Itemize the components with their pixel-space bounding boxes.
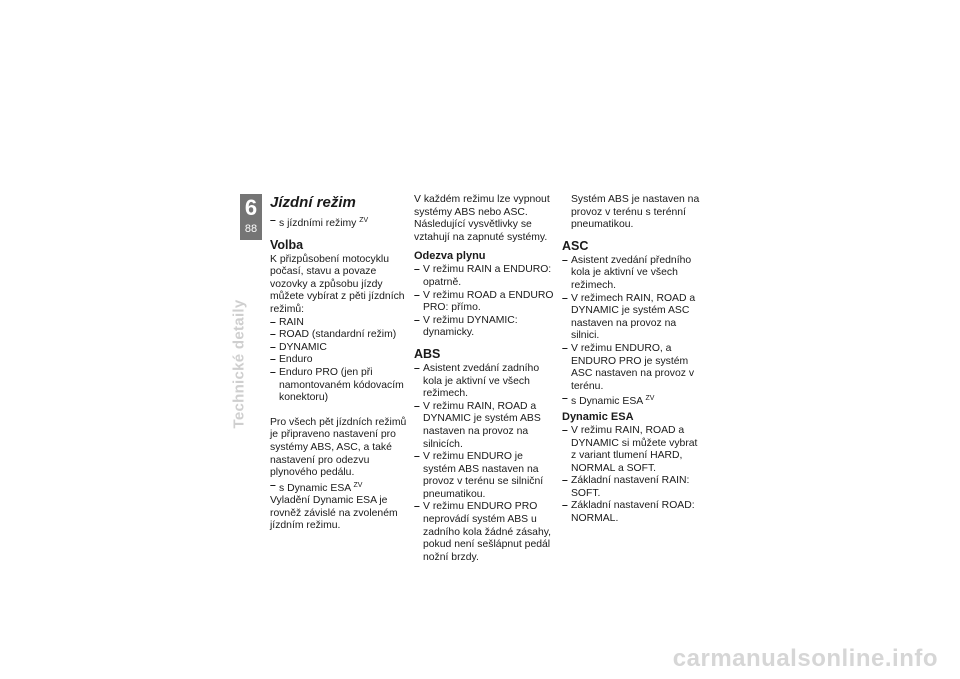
list-item: – Základní nastavení RAIN: SOFT. xyxy=(562,475,704,500)
heading-dynamic-esa: Dynamic ESA xyxy=(562,410,634,423)
paragraph: Vyladění Dynamic ESA je rovněž závislé na zvoleném jízdním režimu. xyxy=(270,495,398,532)
optional-equipment-marker: ZV xyxy=(645,395,655,403)
list-item: – V režimu ENDURO je systém ABS nastaven na provoz v terénu se silniční pneumatikou. xyxy=(414,451,554,501)
column-1 xyxy=(270,194,408,533)
chapter-side-label: Technické detaily xyxy=(230,299,248,429)
list-item: – V režimu ROAD a ENDURO PRO: přímo. xyxy=(414,290,554,315)
dynamic-esa-list xyxy=(562,425,704,526)
paragraph: K přizpůsobení motocyklu počasí, stavu a povaze vozovky a způsobu jízdy můžete vybírat z pěti jízdních režimů: xyxy=(270,253,405,315)
page-number: 88 xyxy=(244,223,258,235)
equipment-condition: – s Dynamic ESA $^{ZV}$ xyxy=(270,480,408,496)
section-title: Jízdní režim xyxy=(270,194,356,211)
list-item: – Enduro PRO (jen při namontovaném kódovacím konektoru) xyxy=(270,367,408,405)
list-item: – V režimu ENDURO, a ENDURO PRO je systém ASC nastaven na provoz v terénu. xyxy=(562,343,704,393)
list-item: – Základní nastavení ROAD: NORMAL. xyxy=(562,500,704,525)
chapter-number: 6 xyxy=(244,195,258,220)
throttle-response-list xyxy=(414,264,554,340)
list-item: – V režimu RAIN, ROAD a DYNAMIC je systém ABS nastaven na provoz na silnicích. xyxy=(414,401,554,451)
column-2 xyxy=(414,194,554,564)
paragraph: Systém ABS je nastaven na provoz v terénu s terénní pneumatikou. xyxy=(571,194,700,231)
list-item: – Asistent zvedání zadního kola je aktivní ve všech režimech. xyxy=(414,363,554,401)
list-item: – Enduro xyxy=(270,354,408,367)
watermark: carmanualsonline.info xyxy=(672,645,938,672)
heading-volba: Volba xyxy=(270,237,304,252)
modes-list xyxy=(270,317,408,405)
paragraph: V každém režimu lze vypnout systémy ABS nebo ASC. Následující vysvětlivky se vztahují na zapnuté systémy. xyxy=(414,194,550,243)
list-item: – Asistent zvedání předního kola je aktivní ve všech režimech. xyxy=(562,255,704,293)
list-item: – RAIN xyxy=(270,317,408,330)
equipment-condition: – s jízdními režimy $^{ZV}$ xyxy=(270,215,408,231)
heading-abs: ABS xyxy=(414,346,441,361)
heading-odezva-plynu: Odezva plynu xyxy=(414,250,486,263)
list-item: – V režimu ENDURO PRO neprovádí systém ABS u zadního kola žádné zásahy, pokud není sešlápnut pedál nožní brzdy. xyxy=(414,501,554,564)
abs-list xyxy=(414,363,554,565)
list-item: – V režimu RAIN, ROAD a DYNAMIC si můžete vybrat z variant tlumení HARD, NORMAL a SOFT. xyxy=(562,425,704,475)
optional-equipment-marker: ZV xyxy=(359,217,369,224)
column-3 xyxy=(562,194,704,526)
list-item: – V režimu RAIN a ENDURO: opatrně. xyxy=(414,264,554,289)
list-item: – DYNAMIC xyxy=(270,342,408,355)
list-item: – V režimu DYNAMIC: dynamicky. xyxy=(414,315,554,340)
optional-equipment-marker: ZV xyxy=(353,481,363,489)
heading-asc: ASC xyxy=(562,238,589,253)
list-item: – V režimech RAIN, ROAD a DYNAMIC je systém ASC nastaven na provoz na silnici. xyxy=(562,293,704,343)
paragraph: Pro všech pět jízdních režimů je připraveno nastavení pro systémy ABS, ASC, a také nastavení pro odezvu plynového pedálu. xyxy=(270,416,407,479)
chapter-badge xyxy=(240,194,262,240)
asc-list xyxy=(562,255,704,394)
list-item: – ROAD (standardní režim) xyxy=(270,329,408,342)
equipment-condition: – s Dynamic ESA $^{ZV}$ xyxy=(562,393,704,409)
